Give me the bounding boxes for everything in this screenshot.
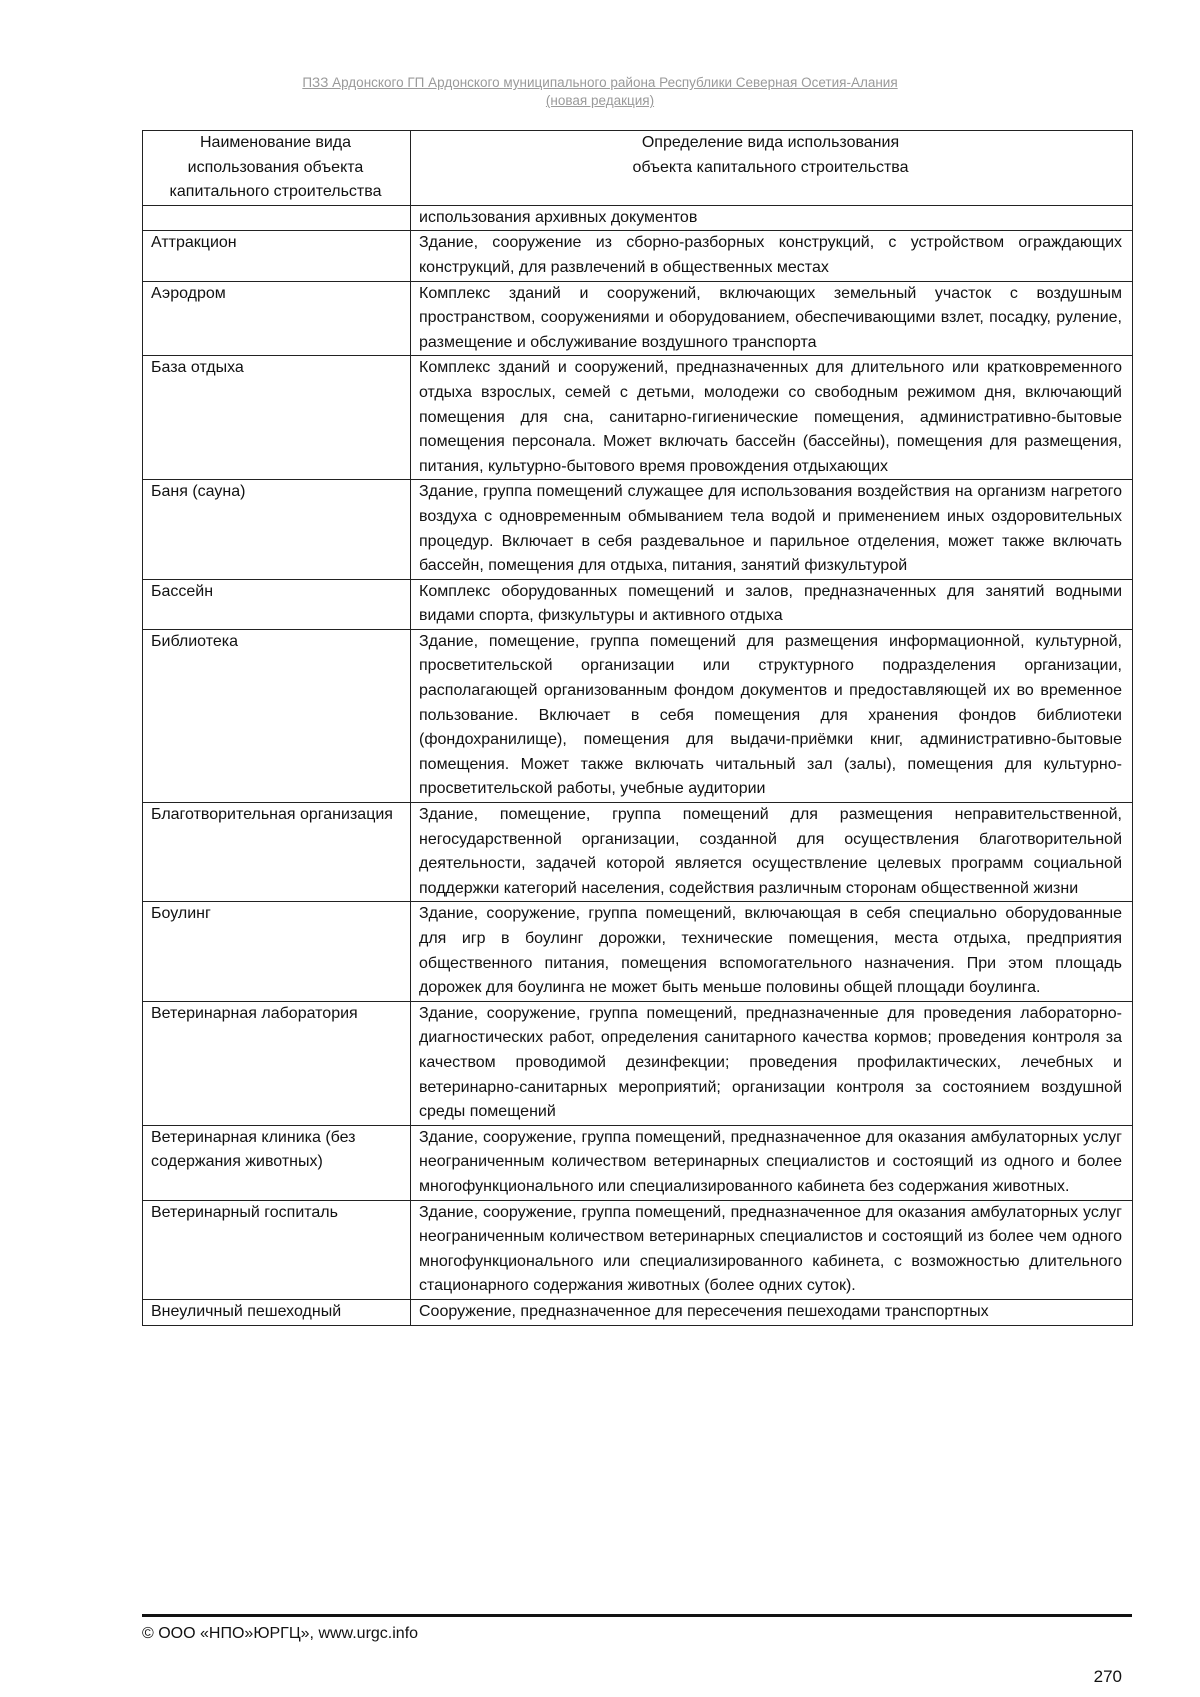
use-type-definition: Здание, группа помещений служащее для использования воздействия на организм нагретого воздуха с одновременным обмыванием тела водой и применением иных оздоровительных процедур. Включает в себя раздевальное и парильное отделения, может также включать бассейн, помещения для отдыха, питания, занятий физкультурой [411, 480, 1133, 579]
use-type-name: Внеуличный пешеходный [143, 1299, 411, 1325]
table-row [143, 629, 1133, 802]
use-type-name: Благотворительная организация [143, 803, 411, 902]
use-type-name: Ветеринарная клиника (без содержания животных) [143, 1125, 411, 1200]
table-row [143, 1200, 1133, 1299]
table-header-row [143, 131, 1133, 206]
use-type-definition: Сооружение, предназначенное для пересечения пешеходами транспортных [411, 1299, 1133, 1325]
table-row [143, 480, 1133, 579]
use-type-definition: Здание, сооружение, группа помещений, включающая в себя специально оборудованные для игр в боулинг дорожки, технические помещения, места отдыха, предприятия общественного питания, помещения вспомогательного назначения. При этом площадь дорожек для боулинга не может быть меньше половины общей площади боулинга. [411, 902, 1133, 1001]
use-type-definition: Здание, сооружение, группа помещений, предназначенное для оказания амбулаторных услуг неограниченным количеством ветеринарных специалистов и состоящий из более чем одного многофункционального или специализированного кабинета, с возможностью длительного стационарного содержания животных (более одних суток). [411, 1200, 1133, 1299]
use-type-definition: использования архивных документов [411, 205, 1133, 231]
header-subtitle: (новая редакция) [545, 93, 655, 108]
use-type-definition: Здание, сооружение, группа помещений, предназначенное для оказания амбулаторных услуг неограниченным количеством ветеринарных специалистов и состоящий из одного и более многофункционального или специализированного кабинета без содержания животных. [411, 1125, 1133, 1200]
table-row [143, 281, 1133, 356]
use-type-name: База отдыха [143, 356, 411, 480]
column-header-name: Наименование вида использования объекта капитального строительства [143, 131, 411, 206]
use-type-definition: Комплекс зданий и сооружений, предназначенных для длительного или кратковременного отдыха взрослых, семей с детьми, молодежи со свободным режимом дня, включающий помещения для сна, санитарно-гигиенические помещения, административно-бытовые помещения персонала. Может включать бассейн (бассейны), помещения для размещения, питания, культурно-бытового время провождения отдыхающих [411, 356, 1133, 480]
use-type-definition: Здание, сооружение из сборно-разборных конструкций, с устройством ограждающих конструкций, для развлечений в общественных местах [411, 231, 1133, 281]
use-type-definition: Здание, сооружение, группа помещений, предназначенные для проведения лабораторно-диагностических работ, определения санитарного качества кормов; проведения контроля за качеством проводимой дезинфекции; проведения профилактических, лечебных и ветеринарно-санитарных мероприятий; организации контроля за состоянием воздушной среды помещений [411, 1001, 1133, 1125]
footer-divider [142, 1614, 1132, 1617]
use-type-name [143, 205, 411, 231]
use-type-name: Боулинг [143, 902, 411, 1001]
table-row [143, 1125, 1133, 1200]
use-type-name: Аттракцион [143, 231, 411, 281]
use-type-name: Ветеринарный госпиталь [143, 1200, 411, 1299]
use-type-name: Библиотека [143, 629, 411, 802]
use-type-definition: Комплекс оборудованных помещений и залов, предназначенных для занятий водными видами спорта, физкультуры и активного отдыха [411, 579, 1133, 629]
table-row [143, 579, 1133, 629]
land-use-definitions-table [142, 130, 1133, 1326]
table-row [143, 356, 1133, 480]
table-row [143, 803, 1133, 902]
page-number: 270 [1093, 1667, 1122, 1686]
table-row [143, 902, 1133, 1001]
use-type-definition: Здание, помещение, группа помещений для размещения неправительственной, негосударственной организации, созданной для осуществления благотворительной деятельности, задачей которой является осуществление целевых программ социальной поддержки категорий населения, содействия различным сторонам общественной жизни [411, 803, 1133, 902]
use-type-name: Баня (сауна) [143, 480, 411, 579]
table-row [143, 205, 1133, 231]
table-row [143, 231, 1133, 281]
footer-copyright: © ООО «НПО»ЮРГЦ», www.urgc.info [142, 1625, 419, 1642]
use-type-definition: Здание, помещение, группа помещений для размещения информационной, культурной, просветительской организации или структурного подразделения организации, располагающей организованным фондом документов и предоставляющей их во временное пользование. Включает в себя помещения для хранения фондов библиотеки (фондохранилище), помещения для выдачи-приёмки книг, административно-бытовые помещения. Может также включать читальный зал (залы), помещения для культурно-просветительской работы, учебные аудитории [411, 629, 1133, 802]
header-title: ПЗЗ Ардонского ГП Ардонского муниципального района Республики Северная Осетия-Алания [302, 75, 898, 90]
use-type-name: Бассейн [143, 579, 411, 629]
column-header-definition-line2: объекта капитального строительства [632, 158, 909, 176]
column-header-definition-line1: Определение вида использования [641, 134, 900, 151]
use-type-definition: Комплекс зданий и сооружений, включающих земельный участок с воздушным пространством, сооружениями и оборудованием, обеспечивающими взлет, посадку, руление, размещение и обслуживание воздушного транспорта [411, 281, 1133, 356]
table-row [143, 1299, 1133, 1325]
table-row [143, 1001, 1133, 1125]
column-header-definition [411, 131, 1133, 206]
use-type-name: Аэродром [143, 281, 411, 356]
use-type-name: Ветеринарная лаборатория [143, 1001, 411, 1125]
running-header [0, 74, 1200, 110]
